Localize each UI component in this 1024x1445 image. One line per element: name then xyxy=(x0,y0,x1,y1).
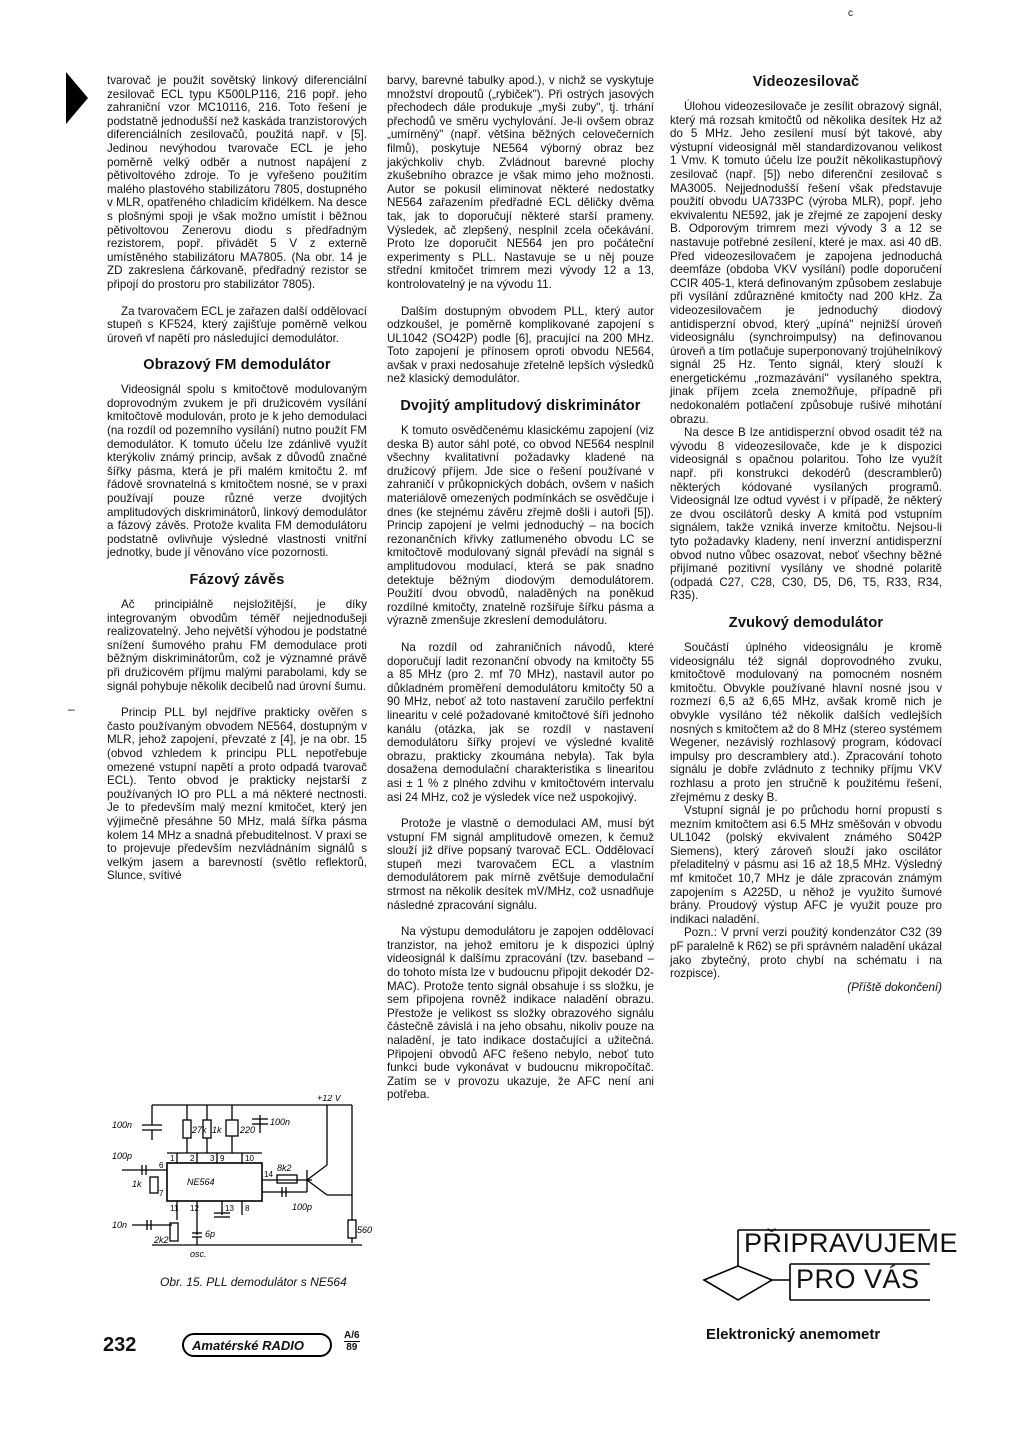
circuit-schematic xyxy=(112,1095,372,1265)
paragraph: Součástí úplného videosignálu je kromě videosignálu též signál doprovodného zvuku, kmitočtově modulovaný na pomocném nosném kmitočtu. Obvykle používané hlavní nosné jsou v rozmezí 6,5 až 6,65 MHz, avšak kromě nich je obvykle vysíláno též několik dalších vedlejších nosných s kmitočtem až do 8 MHz (stereo systémem Wegener, nezávislý rozhlasový program, kódovací impulsy pro descramblery atd.). Zpracování tohoto signálu je dobře zvládnuto z techniky příjmu VKV rozhlasu a proto jen stručně k použitému řešení, zřejmému z desky B. xyxy=(670,640,942,804)
paragraph: Pozn.: V první verzi použitý kondenzátor C32 (39 pF paralelně k R62) se při správném naladění ukázal jako zbytečný, proto chybí na schématu i na rozpisce). xyxy=(670,926,942,981)
section-heading-fm-demodulator: Obrazový FM demodulátor xyxy=(143,357,331,374)
paragraph: Úlohou videozesilovače je zesílit obrazový signál, který má rozsah kmitočtů od několika desítek Hz až do 5 MHz. Jeho zesílení musí být takové, aby výstupní videosignál měl standardizovanou velikost 1 Vmv. K tomuto účelu lze použít několikastupňový zesilovač (např. [5]) nebo diferenční zesilovač s MA3005. Nejjednodušší řešení však představuje použití obvodu UA733PC (výroba MLR), popř. jeho ekvivalentu NE592, jak je zřejmé ze zapojení desky B. Odporovým trimrem mezi vývody 3 a 12 se nastavuje potřebné zesílení, které je max. asi 40 dB. Před videozesilovačem je zapojena jednoduchá deemfáze (obdoba VKV vysílání) podle doporučení CCIR 405-1, která definovaným způsobem zeslabuje při vysílání zdůrazněné kmitočty nad 200 kHz. Za videozesilovačem je jednoduchý diodový antidisperzní obvod, který „upíná" nejnižší úroveň videosignálu (synchroimpulsy) na definovanou úroveň a tím potlačuje superponovaný trojúhelníkový signál 25 Hz. Tento signál, který slouží k energetickému „rozmazávání" vysílaného spektra, jinak příjem zcela znemožňuje, případně při nedokonalém potlačení způsobuje rušivé mihotání obrazu. xyxy=(670,100,942,426)
paragraph: tvarovač je použit sovětský linkový diferenciální zesilovač ECL typu K500LP116, 216 popř. jeho zahraniční vzor MC10116, 216. Toto řešení je podstatně jednodušší než kaskáda tranzistorových diferenciálních zesilovačů, použitá např. v [5]. Jedinou nevýhodou tvarovače ECL je jeho poměrně velký odběr a nutnost napájení z pětivoltového zdroje. To je vyřešeno použitím malého plastového stabilizátoru 7805, dostupného v MLR, opatřeného chladicím křidélkem. Na desce s plošnými spoji je však možno umístit i běžnou pětivoltovou Zenerovu diodu s předřadným rezistorem, popř. přivádět 5 V z externě umístěného stabilizátoru MA7805. (Na obr. 14 je ZD zakreslena čárkovaně, předřadný rezistor se připojí do prostoru pro stabilizátor 7805). xyxy=(107,74,367,291)
label-c100p: 100p xyxy=(112,1151,133,1161)
label-osc: osc. xyxy=(190,1249,207,1259)
paragraph: Vstupní signál je po průchodu horní propustí s mezním kmitočtem asi 6.5 MHz směšován v obvodu UL1042 (polský ekvivalent známého S042P Siemens), který zároveň slouží jako oscilátor přeladitelný v pásmu asi 16 až 18,5 MHz. Výsledný mf kmitočet 10,7 MHz je dále zpracován známým zapojením s A225D, u něhož je využito šumové brány. Proudový výstup AFC je využit pouze pro indikaci naladění. xyxy=(670,804,942,926)
pin-label: 9 xyxy=(220,1154,225,1163)
label-r220: 220 xyxy=(240,1125,256,1135)
pin-label: 11 xyxy=(170,1204,179,1213)
paragraph: Na výstupu demodulátoru je zapojen oddělovací tranzistor, na jehož emitoru je k dispozici úplný videosignál k dalšímu zpracování (tzv. baseband – do tohoto místa lze v budoucnu připojit dekodér D2-MAC). Protože tento signál obsahuje i ss složku, je sem připojena rovněž indikace naladění obrazu. Přestože je velikost ss složky obrazového signálu částečně závislá i na jeho obsahu, nikoliv pouze na naladění, je tato indikace dostačující a užitečná. Připojení obvodů AFC řešeno nebylo, neboť tuto funkci bude vykonávat v budoucnu mikropočítač. Zatím se v provozu ukazuje, že AFC není ani potřeba. xyxy=(387,925,654,1102)
pin-label: 1 xyxy=(170,1154,175,1163)
issue-top: A/6 xyxy=(344,1330,360,1341)
paragraph: Ač principiálně nejsložitější, je díky integrovaným obvodům téměř nejjednodušeji realizovatelný. Jeho největší výhodou je podstatné snížení šumového prahu FM demodulace proti běžným diskriminátorům, což je významné právě při družicovém příjmu malými parabolami, kdy se signál pohybuje několik decibelů nad úrovní šumu. xyxy=(107,598,367,693)
label-r560: 560 xyxy=(357,1225,372,1235)
paragraph: Na desce B lze antidisperzní obvod osadit též na vývodu 8 videozesilovače, kde je k dispozici videosignál s opačnou polaritou. Toho lze využít např. při konstrukci dekodérů (descramblerů) některých kódované vysílaných programů. Videosignál lze odtud vyvést i v případě, že některý ze dvou oscilátorů desky A kmitá pod vstupním signálem, takže vzniká inverze kmitočtu. Nejsou-li tyto požadavky kladeny, není inverzní antidisperzní obvod nutno vůbec osazovat, neboť všechny běžné přijímané pozitivní vysílány ve shodné polaritě (odpadá C27, C28, C30, D5, D6, T5, R33, R34, R35). xyxy=(670,426,942,603)
page-number: 232 xyxy=(103,1334,137,1356)
issue-number xyxy=(344,1330,360,1353)
label-r2k2: 2k2 xyxy=(154,1235,169,1245)
label-c100n-b: 100n xyxy=(270,1117,291,1127)
pin-label: 6 xyxy=(159,1161,164,1170)
label-r1k-b: 1k xyxy=(132,1179,142,1189)
pin-label: 8 xyxy=(245,1204,250,1213)
paragraph: Princip PLL byl nejdříve prakticky ověřen s často používaným obvodem NE564, dostupným v MLR, jehož zapojení, převzaté z [4], je na obr. 15 (obvod vzhledem k principu PLL nepotřebuje omezené vstupní napětí a proto odpadá tvarovač ECL). Tento obvod je prakticky nejstarší z používaných IO pro PLL a má některé nectnosti. Je to především malý mezní kmitočet, který jen výjimečně přesáhne 50 MHz, malá šířka pásma kolem 14 MHz a snadná přebuditelnost. V praxi se to projevuje především nezvládnáním signálů s velkým jasem a barevností (světlo reflektorů, Slunce, svítivé xyxy=(107,706,367,883)
issue-bottom: 89 xyxy=(344,1341,360,1353)
label-c100n-a: 100n xyxy=(112,1120,133,1130)
banner-line-1: PŘIPRAVUJEME xyxy=(744,1228,959,1258)
column-3 xyxy=(670,74,942,994)
next-article-title: Elektronický anemometr xyxy=(706,1326,881,1343)
paragraph: barvy, barevné tabulky apod.), v nichž se vyskytuje množství dropoutů („rybiček"). Při ostrých jasových přechodech dále produkuje „myši zuby", tj. trhání přechodů ve směru vychylování. Je-li ovšem obraz „umírněný" (např. většina běžných celovečerních filmů), poskytuje NE564 výborný obraz bez jakýchkoliv chyb. Zvládnout barevné plochy zkušebního obrazce je však mimo jeho možnosti. Autor se pokusil eliminovat některé nedostatky NE564 zařazením předřadné ECL děličky dvěma tak, jak to doporučují některé starší prameny. Výsledek, ač zlepšený, nesplnil zcela očekávání. Proto lze doporučit NE564 jen pro počáteční experimenty s PLL. Nastavuje se u něj pouze střední kmitočet trimrem mezi vývody 12 a 13, kontrolovatelný je na vývodu 11. xyxy=(387,74,654,291)
label-r8k2: 8k2 xyxy=(277,1163,292,1173)
label-c10n: 10n xyxy=(112,1220,128,1230)
paragraph: Dalším dostupným obvodem PLL, který autor odzkoušel, je poměrně komplikované zapojení s UL1042 (SO42P) podle [6], pracující na 200 MHz. Toto zapojení je přínosem oproti obvodu NE564, avšak v praxi nedosahuje zřetelně lepších výsledků než klasický demodulátor. xyxy=(387,304,654,386)
column-1 xyxy=(107,74,367,883)
pin-label: 2 xyxy=(190,1154,195,1163)
schematic-svg xyxy=(112,1095,372,1265)
label-c100p-b: 100p xyxy=(292,1202,313,1212)
section-heading-video-amplifier: Videozesilovač xyxy=(752,74,860,90)
figure-caption: Obr. 15. PLL demodulátor s NE564 xyxy=(160,1275,347,1289)
corner-mark: c xyxy=(848,8,853,19)
column-2 xyxy=(387,74,654,1102)
label-r27k: 27k xyxy=(192,1125,207,1135)
section-heading-pll: Fázový závěs xyxy=(189,572,285,588)
pin-label: 7 xyxy=(159,1189,164,1198)
paragraph: Protože je vlastně o demodulaci AM, musí být vstupní FM signál amplitudově omezen, k čemuž slouží již dříve popsaný tvarovač ECL. Oddělovací stupeň mezi tvarovačem ECL a vlastním demodulátorem pak mírně zvětšuje demodulační strmost na několik desítek mV/MHz, což usnadňuje následné zpracování signálu. xyxy=(387,817,654,912)
section-heading-amplitude-discriminator: Dvojitý amplitudový diskriminátor xyxy=(400,398,641,415)
pin-label: 10 xyxy=(245,1154,254,1163)
label-vcc: +12 V xyxy=(317,1095,341,1103)
continuation-note: (Příště dokončení) xyxy=(847,980,942,994)
pin-label: 13 xyxy=(225,1204,234,1213)
pin-label: 12 xyxy=(190,1204,199,1213)
paragraph: Na rozdíl od zahraničních návodů, které doporučují ladit rezonanční obvody na kmitočty 55 a 85 MHz (pro 2. mf 70 MHz), nastavil autor po důkladném proměření demodulátoru kmitočty 50 a 90 MHz, neboť až toto nastavení zaručilo perfektní linearitu v celé požadované kmitočtové šíři jednoho kanálu (otázka, jak se rozdíl v nastavení demodulátoru šířky projeví ve výsledné kvalitě obrazu, prakticky zkoumána nebyla). Tak byla dosažena demodulační charakteristika s linearitou asi ± 1 % z plného zdvihu v kmitočtovém intervalu asi 24 MHz, což je výsledek více než uspokojivý. xyxy=(387,640,654,804)
label-r1k-a: 1k xyxy=(212,1125,222,1135)
banner-line-2: PRO VÁS xyxy=(796,1264,920,1294)
paragraph: Za tvarovačem ECL je zařazen další oddělovací stupeň s KF524, který zajišťuje poměrně velkou úroveň vf napětí pro následující demodulátor. xyxy=(107,304,367,345)
coming-up-banner xyxy=(698,1228,959,1303)
paragraph: Videosignál spolu s kmitočtově modulovaným doprovodným zvukem je při družicovém vysílání kmitočtově modulován, proto je k jeho demodulaci (na rozdíl od pozemního vysílání) nutno použít FM demodulátor. K tomuto účelu lze zdánlivě využít kterýkoliv známý princip, avšak z důvodů značné šířky pásma, která je při malém kmitočtu 2. mf řádově srovnatelná s kmitočtem nosné, se v praxi používají pouze různé verze dvojitých amplitudových diskriminátorů, linkový demodulátor a fázový závěs. Protože kvalita FM demodulátoru podstatně ovlivňuje výsledné vlastnosti vnitřní jednotky, bude jí věnováno více pozornosti. xyxy=(107,383,367,560)
margin-dash: – xyxy=(68,702,75,716)
continuation-arrow-icon xyxy=(66,72,88,124)
paragraph: K tomuto osvědčenému klasickému zapojení (viz deska B) autor sáhl poté, co obvod NE564 nesplnil všechny kvalitativní požadavky kladené na družicový příjem. Jde sice o řešení používané v zahraničí v průkopnických dobách, ovšem v našich materiálově omezených podmínkách se osvědčuje i dnes (ke stejnému závěru zřejmě došli i autoři [5]). Princip zapojení je velmi jednoduchý – na bocích rezonančních křivky zatlumeného obvodu LC se kmitočtově modulovaný signál převádí na signál s amplitudovou modulací, která se pak snadno detektuje běžným diodovým demodulátorem. Použití dvou obvodů, naladěných na poněkud rozdílné kmitočty, znatelně rozšiřuje šířku pásma a výrazně zmenšuje zkreslení demodulátoru. xyxy=(387,424,654,628)
section-heading-sound-demodulator: Zvukový demodulátor xyxy=(728,614,884,631)
label-ic: NE564 xyxy=(187,1177,215,1187)
label-c6p: 6p xyxy=(205,1229,216,1239)
magazine-logo: Amatérské RADIO xyxy=(182,1333,332,1357)
pin-label: 3 xyxy=(210,1154,215,1163)
pin-label: 14 xyxy=(264,1170,273,1179)
